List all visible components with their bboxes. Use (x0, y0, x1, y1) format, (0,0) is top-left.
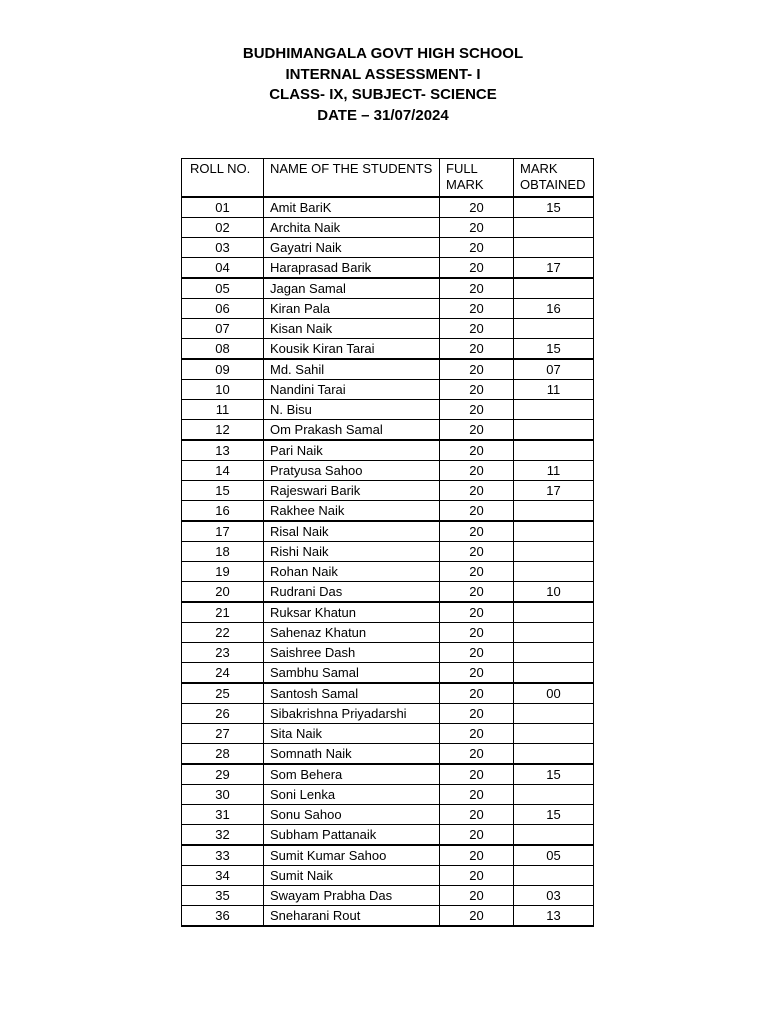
roll-no-cell: 05 (182, 278, 264, 299)
full-mark-cell: 20 (440, 400, 514, 420)
full-mark-cell: 20 (440, 501, 514, 522)
roll-no-cell: 03 (182, 238, 264, 258)
student-name-cell: Pratyusa Sahoo (264, 461, 440, 481)
full-mark-cell: 20 (440, 623, 514, 643)
column-header-mark-obtained: MARK OBTAINED (514, 159, 594, 198)
full-mark-cell: 20 (440, 602, 514, 623)
mark-obtained-cell (514, 623, 594, 643)
roll-no-cell: 02 (182, 218, 264, 238)
student-name-cell: Rakhee Naik (264, 501, 440, 522)
student-name-cell: Sibakrishna Priyadarshi (264, 704, 440, 724)
table-row (182, 339, 594, 360)
table-row (182, 602, 594, 623)
table-row (182, 866, 594, 886)
table-row (182, 278, 594, 299)
student-name-cell: Sneharani Rout (264, 906, 440, 927)
full-mark-cell: 20 (440, 724, 514, 744)
mark-obtained-cell (514, 319, 594, 339)
table-row (182, 906, 594, 927)
full-mark-cell: 20 (440, 683, 514, 704)
full-mark-cell: 20 (440, 521, 514, 542)
student-name-cell: Kiran Pala (264, 299, 440, 319)
mark-obtained-cell (514, 278, 594, 299)
student-name-cell: Rajeswari Barik (264, 481, 440, 501)
marks-table (181, 158, 594, 927)
student-name-cell: Ruksar Khatun (264, 602, 440, 623)
mark-obtained-cell (514, 704, 594, 724)
mark-obtained-cell: 15 (514, 805, 594, 825)
mark-obtained-cell (514, 218, 594, 238)
table-row (182, 785, 594, 805)
mark-obtained-cell: 15 (514, 764, 594, 785)
roll-no-cell: 21 (182, 602, 264, 623)
mark-obtained-cell: 00 (514, 683, 594, 704)
table-row (182, 663, 594, 684)
table-row (182, 744, 594, 765)
table-row (182, 562, 594, 582)
student-name-cell: Saishree Dash (264, 643, 440, 663)
table-row (182, 218, 594, 238)
table-row (182, 258, 594, 279)
table-row (182, 845, 594, 866)
roll-no-cell: 22 (182, 623, 264, 643)
mark-obtained-cell: 11 (514, 461, 594, 481)
full-mark-cell: 20 (440, 886, 514, 906)
table-row (182, 440, 594, 461)
table-row (182, 461, 594, 481)
full-mark-cell: 20 (440, 299, 514, 319)
table-row (182, 582, 594, 603)
mark-obtained-cell (514, 785, 594, 805)
school-name: BUDHIMANGALA GOVT HIGH SCHOOL (242, 45, 524, 62)
roll-no-cell: 27 (182, 724, 264, 744)
roll-no-cell: 08 (182, 339, 264, 360)
full-mark-cell: 20 (440, 663, 514, 684)
table-row (182, 319, 594, 339)
full-mark-cell: 20 (440, 562, 514, 582)
full-mark-cell: 20 (440, 643, 514, 663)
student-name-cell: Sumit Naik (264, 866, 440, 886)
mark-obtained-cell: 05 (514, 845, 594, 866)
table-row (182, 643, 594, 663)
full-mark-cell: 20 (440, 278, 514, 299)
mark-obtained-cell (514, 825, 594, 846)
full-mark-cell: 20 (440, 461, 514, 481)
student-name-cell: Rudrani Das (264, 582, 440, 603)
table-row (182, 521, 594, 542)
roll-no-cell: 30 (182, 785, 264, 805)
student-name-cell: Haraprasad Barik (264, 258, 440, 279)
roll-no-cell: 15 (182, 481, 264, 501)
table-row (182, 542, 594, 562)
full-mark-cell: 20 (440, 218, 514, 238)
full-mark-cell: 20 (440, 339, 514, 360)
table-row (182, 825, 594, 846)
mark-obtained-cell: 15 (514, 197, 594, 218)
student-name-cell: Rishi Naik (264, 542, 440, 562)
mark-obtained-cell: 03 (514, 886, 594, 906)
student-name-cell: Archita Naik (264, 218, 440, 238)
mark-obtained-cell (514, 420, 594, 441)
column-header-full-mark: FULL MARK (440, 159, 514, 198)
full-mark-cell: 20 (440, 704, 514, 724)
mark-obtained-cell: 07 (514, 359, 594, 380)
mark-obtained-cell (514, 744, 594, 765)
mark-obtained-cell: 15 (514, 339, 594, 360)
table-header (182, 159, 594, 198)
mark-obtained-cell (514, 440, 594, 461)
full-mark-cell: 20 (440, 197, 514, 218)
student-name-cell: Sonu Sahoo (264, 805, 440, 825)
roll-no-cell: 29 (182, 764, 264, 785)
table-row (182, 380, 594, 400)
full-mark-cell: 20 (440, 845, 514, 866)
roll-no-cell: 23 (182, 643, 264, 663)
table-row (182, 805, 594, 825)
assessment-date: DATE – 31/07/2024 (317, 106, 449, 124)
student-name-cell: Risal Naik (264, 521, 440, 542)
roll-no-cell: 24 (182, 663, 264, 684)
table-row (182, 197, 594, 218)
full-mark-cell: 20 (440, 359, 514, 380)
roll-no-cell: 04 (182, 258, 264, 279)
roll-no-cell: 14 (182, 461, 264, 481)
table-row (182, 420, 594, 441)
student-name-cell: Sahenaz Khatun (264, 623, 440, 643)
student-name-cell: Nandini Tarai (264, 380, 440, 400)
student-name-cell: Gayatri Naik (264, 238, 440, 258)
roll-no-cell: 18 (182, 542, 264, 562)
student-name-cell: Kisan Naik (264, 319, 440, 339)
full-mark-cell: 20 (440, 805, 514, 825)
student-name-cell: Som Behera (264, 764, 440, 785)
student-name-cell: Kousik Kiran Tarai (264, 339, 440, 360)
roll-no-cell: 19 (182, 562, 264, 582)
header-row (182, 159, 594, 198)
table-row (182, 886, 594, 906)
table-row (182, 359, 594, 380)
mark-obtained-cell: 17 (514, 258, 594, 279)
roll-no-cell: 09 (182, 359, 264, 380)
table-row (182, 481, 594, 501)
roll-no-cell: 01 (182, 197, 264, 218)
mark-obtained-cell (514, 238, 594, 258)
mark-obtained-cell (514, 724, 594, 744)
roll-no-cell: 07 (182, 319, 264, 339)
full-mark-cell: 20 (440, 238, 514, 258)
roll-no-cell: 13 (182, 440, 264, 461)
student-name-cell: Jagan Samal (264, 278, 440, 299)
roll-no-cell: 25 (182, 683, 264, 704)
full-mark-cell: 20 (440, 440, 514, 461)
roll-no-cell: 11 (182, 400, 264, 420)
mark-obtained-cell: 10 (514, 582, 594, 603)
full-mark-cell: 20 (440, 866, 514, 886)
table-row (182, 400, 594, 420)
column-header-student-name: NAME OF THE STUDENTS (264, 159, 440, 198)
full-mark-cell: 20 (440, 420, 514, 441)
full-mark-cell: 20 (440, 319, 514, 339)
full-mark-cell: 20 (440, 744, 514, 765)
roll-no-cell: 20 (182, 582, 264, 603)
student-name-cell: Md. Sahil (264, 359, 440, 380)
table-row (182, 764, 594, 785)
student-name-cell: Sita Naik (264, 724, 440, 744)
roll-no-cell: 16 (182, 501, 264, 522)
full-mark-cell: 20 (440, 542, 514, 562)
roll-no-cell: 35 (182, 886, 264, 906)
assessment-title: INTERNAL ASSESSMENT- I (285, 65, 481, 83)
mark-obtained-cell (514, 501, 594, 522)
student-name-cell: Amit BariK (264, 197, 440, 218)
mark-obtained-cell: 11 (514, 380, 594, 400)
mark-obtained-cell (514, 542, 594, 562)
full-mark-cell: 20 (440, 258, 514, 279)
full-mark-cell: 20 (440, 481, 514, 501)
mark-obtained-cell (514, 866, 594, 886)
roll-no-cell: 31 (182, 805, 264, 825)
full-mark-cell: 20 (440, 582, 514, 603)
student-name-cell: N. Bisu (264, 400, 440, 420)
full-mark-cell: 20 (440, 825, 514, 846)
roll-no-cell: 12 (182, 420, 264, 441)
roll-no-cell: 32 (182, 825, 264, 846)
student-name-cell: Somnath Naik (264, 744, 440, 765)
student-name-cell: Sambhu Samal (264, 663, 440, 684)
table-row (182, 683, 594, 704)
column-header-roll-no: ROLL NO. (182, 159, 264, 198)
roll-no-cell: 26 (182, 704, 264, 724)
student-name-cell: Soni Lenka (264, 785, 440, 805)
student-name-cell: Pari Naik (264, 440, 440, 461)
mark-obtained-cell: 13 (514, 906, 594, 927)
full-mark-cell: 20 (440, 906, 514, 927)
student-name-cell: Swayam Prabha Das (264, 886, 440, 906)
roll-no-cell: 06 (182, 299, 264, 319)
mark-obtained-cell (514, 521, 594, 542)
table-body (182, 197, 594, 926)
full-mark-cell: 20 (440, 764, 514, 785)
roll-no-cell: 17 (182, 521, 264, 542)
roll-no-cell: 33 (182, 845, 264, 866)
table-row (182, 724, 594, 744)
table-row (182, 704, 594, 724)
roll-no-cell: 28 (182, 744, 264, 765)
mark-obtained-cell: 17 (514, 481, 594, 501)
student-name-cell: Subham Pattanaik (264, 825, 440, 846)
student-name-cell: Santosh Samal (264, 683, 440, 704)
roll-no-cell: 36 (182, 906, 264, 927)
student-name-cell: Om Prakash Samal (264, 420, 440, 441)
table-row (182, 623, 594, 643)
mark-obtained-cell (514, 663, 594, 684)
roll-no-cell: 10 (182, 380, 264, 400)
mark-obtained-cell: 16 (514, 299, 594, 319)
document-header (0, 44, 766, 126)
student-name-cell: Rohan Naik (264, 562, 440, 582)
full-mark-cell: 20 (440, 380, 514, 400)
table-row (182, 238, 594, 258)
mark-obtained-cell (514, 643, 594, 663)
table-row (182, 299, 594, 319)
mark-obtained-cell (514, 562, 594, 582)
class-subject: CLASS- IX, SUBJECT- SCIENCE (269, 86, 497, 103)
student-name-cell: Sumit Kumar Sahoo (264, 845, 440, 866)
roll-no-cell: 34 (182, 866, 264, 886)
mark-obtained-cell (514, 400, 594, 420)
table-row (182, 501, 594, 522)
full-mark-cell: 20 (440, 785, 514, 805)
mark-obtained-cell (514, 602, 594, 623)
